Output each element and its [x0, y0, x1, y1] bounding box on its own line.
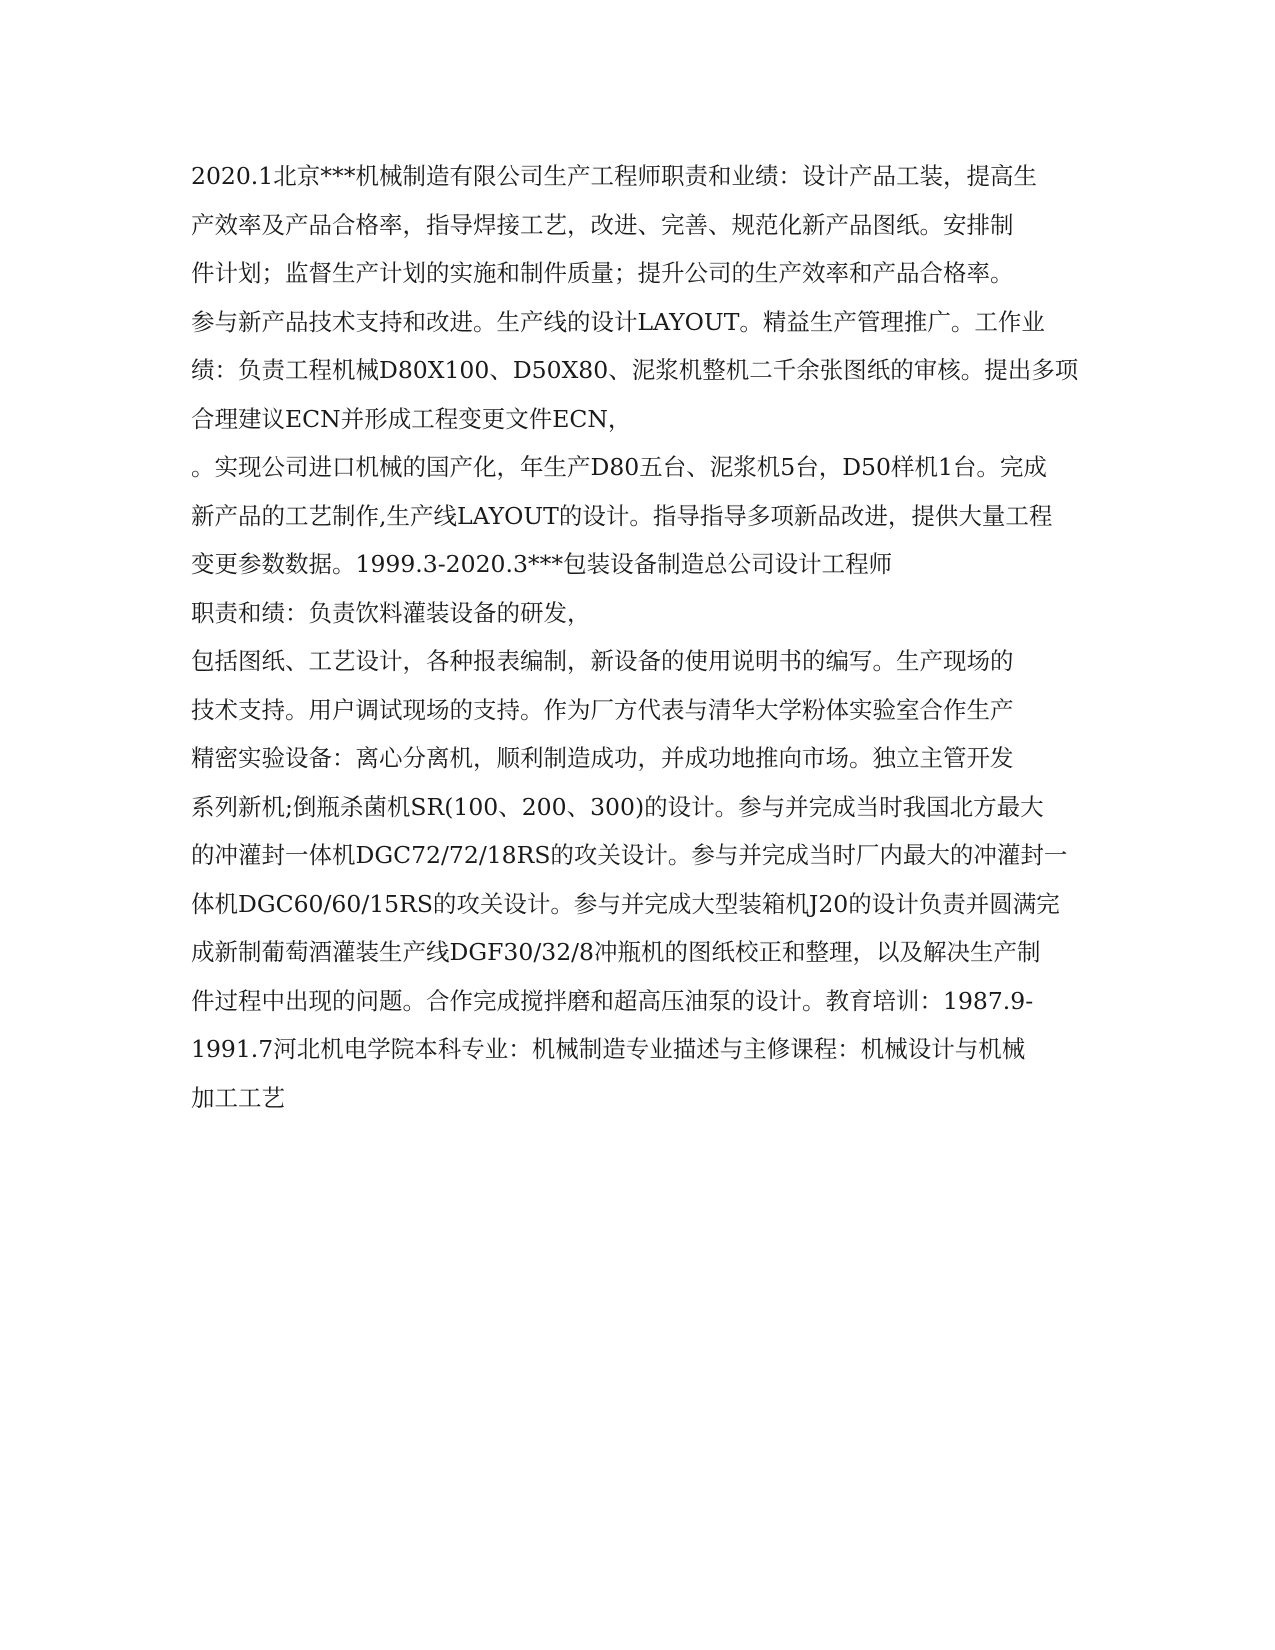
text-line: 件过程中出现的问题。合作完成搅拌磨和超高压油泵的设计。教育培训：1987.9-: [191, 986, 1034, 1015]
text-line: 加工工艺: [191, 1083, 285, 1112]
text-line: 职责和绩：负责饮料灌装设备的研发，: [191, 598, 591, 627]
text-line: 的冲灌封一体机DGC72/72/18RS的攻关设计。参与并完成当时厂内最大的冲灌封一: [191, 841, 1068, 869]
text-line: 体机DGC60/60/15RS的攻关设计。参与并完成大型装箱机J20的设计负责并圆满完: [191, 889, 1060, 918]
text-line: 变更参数数据。1999.3-2020.3***包装设备制造总公司设计工程师: [191, 550, 893, 578]
text-line: 精密实验设备：离心分离机，顺利制造成功，并成功地推向市场。独立主管开发: [191, 744, 1014, 772]
text-line: 技术支持。用户调试现场的支持。作为厂方代表与清华大学粉体实验室合作生产: [191, 695, 1014, 724]
text-line: 件计划；监督生产计划的实施和制件质量；提升公司的生产效率和产品合格率。: [191, 259, 1014, 287]
text-line: 新产品的工艺制作,生产线LAYOUT的设计。指导指导多项新品改进，提供大量工程: [191, 501, 1053, 530]
text-line: 。实现公司进口机械的国产化，年生产D80五台、泥浆机5台，D50样机1台。完成: [191, 453, 1047, 481]
text-line: 1991.7河北机电学院本科专业：机械制造专业描述与主修课程：机械设计与机械: [191, 1035, 1026, 1063]
text-line: 2020.1北京***机械制造有限公司生产工程师职责和业绩：设计产品工装，提高生: [191, 162, 1037, 190]
text-line: 成新制葡萄酒灌装生产线DGF30/32/8冲瓶机的图纸校正和整理，以及解决生产制: [191, 938, 1041, 966]
text-line: 产效率及产品合格率，指导焊接工艺，改进、完善、规范化新产品图纸。安排制: [191, 210, 1014, 239]
text-line: 系列新机;倒瓶杀菌机SR(100、200、300)的设计。参与并完成当时我国北方最大: [191, 792, 1044, 821]
document-body: [191, 152, 1091, 1122]
text-line: 合理建议ECN并形成工程变更文件ECN，: [191, 404, 632, 433]
text-line: 包括图纸、工艺设计，各种报表编制，新设备的使用说明书的编写。生产现场的: [191, 647, 1014, 675]
text-line: 绩：负责工程机械D80X100、D50X80、泥浆机整机二千余张图纸的审核。提出多项: [191, 356, 1079, 384]
text-line: 参与新产品技术支持和改进。生产线的设计LAYOUT。精益生产管理推广。工作业: [191, 307, 1045, 336]
